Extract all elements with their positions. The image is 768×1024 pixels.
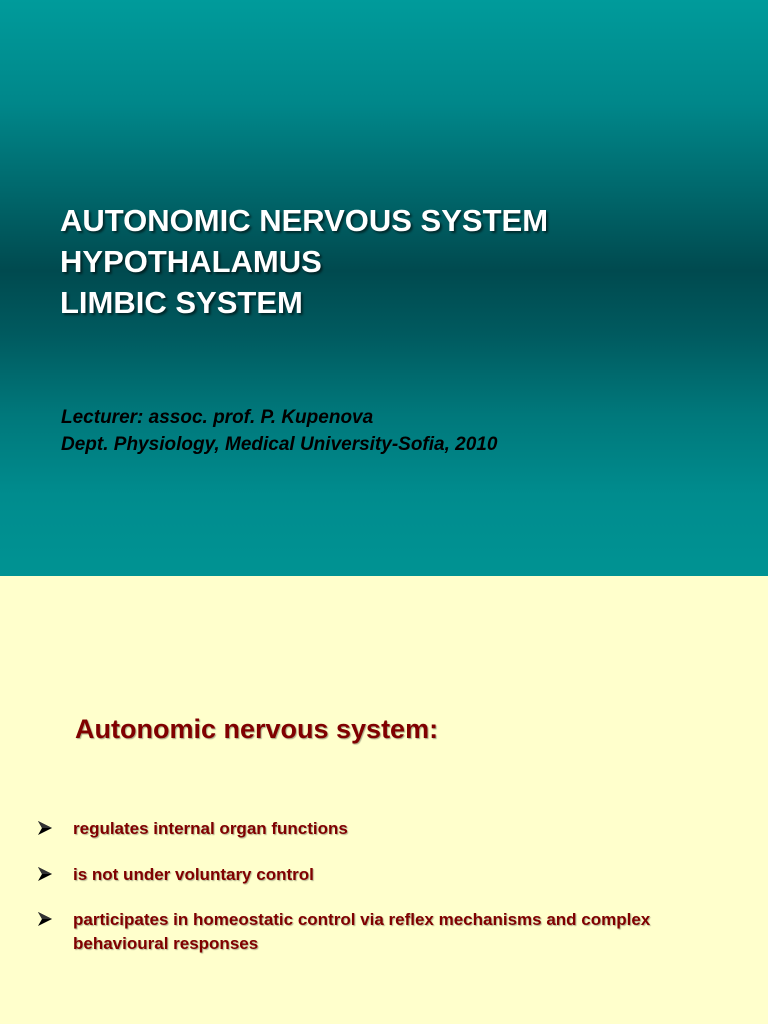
bullet-text: participates in homeostatic control via reflex mechanisms and complex behavioural responses	[73, 910, 651, 953]
title-line: AUTONOMIC NERVOUS SYSTEM	[60, 203, 549, 238]
arrowhead-bullet-icon	[36, 819, 54, 837]
arrowhead-bullet-icon	[36, 910, 54, 928]
slide-heading: Autonomic nervous system:	[75, 714, 439, 744]
title-line: LIMBIC SYSTEM	[60, 285, 303, 320]
slide-title	[60, 200, 750, 323]
bullet-text: is not under voluntary control	[73, 865, 314, 884]
bullet-item	[36, 817, 736, 841]
department-line: Dept. Physiology, Medical University-Sofia, 2010	[61, 434, 498, 455]
bullet-text: regulates internal organ functions	[73, 819, 348, 838]
content-slide	[0, 576, 768, 1024]
lecturer-line: Lecturer: assoc. prof. P. Kupenova	[61, 407, 374, 428]
slide-subtitle	[61, 404, 751, 458]
arrowhead-bullet-icon	[36, 865, 54, 883]
bullet-item	[36, 908, 736, 956]
title-line: HYPOTHALAMUS	[60, 244, 322, 279]
bullet-item	[36, 863, 736, 887]
